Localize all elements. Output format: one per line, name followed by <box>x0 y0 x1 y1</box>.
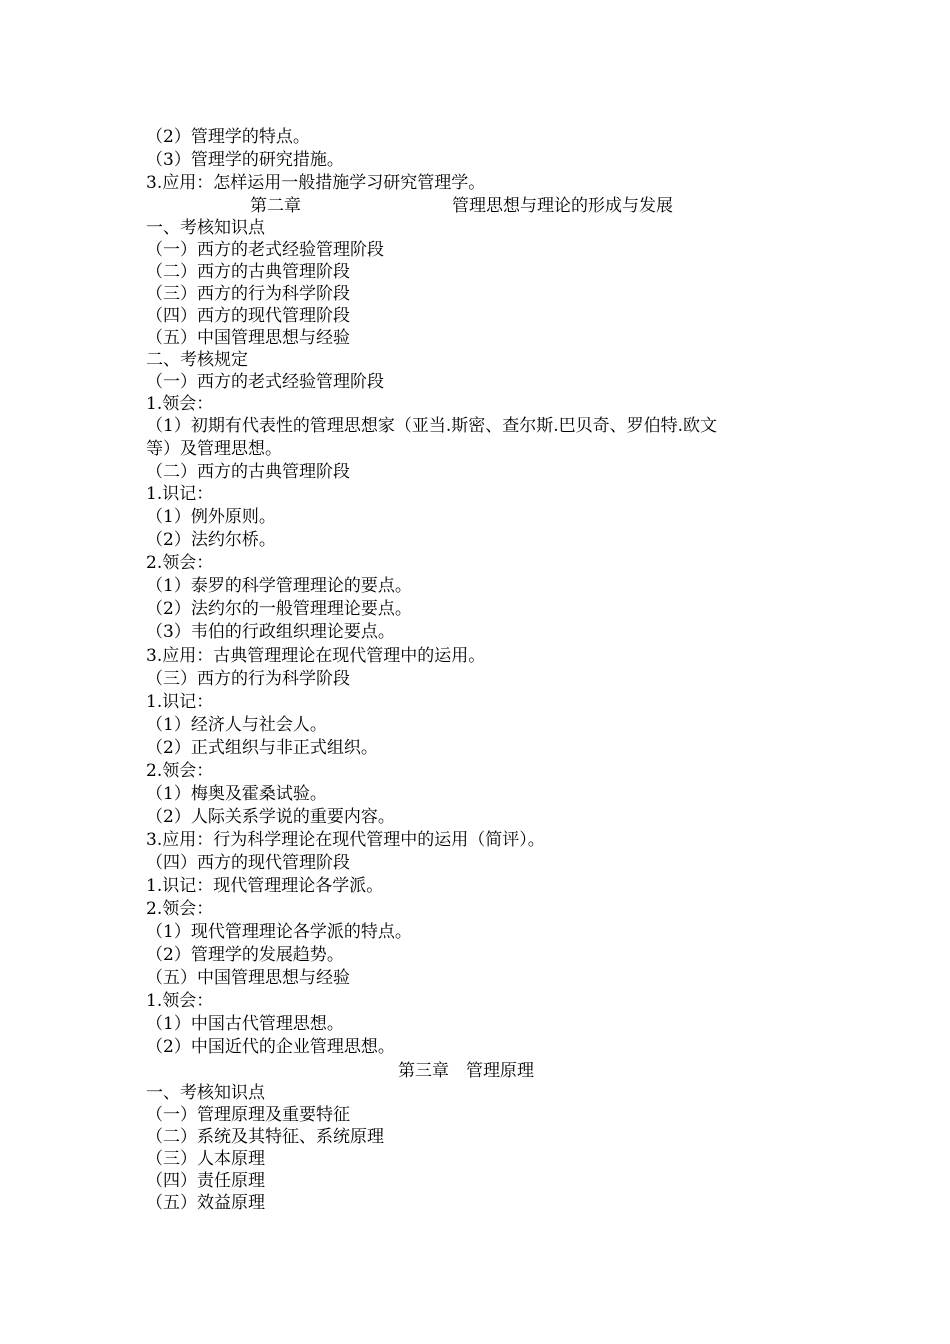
text-line: （3）管理学的研究措施。 <box>146 150 344 170</box>
text-line: （1）中国古代管理思想。 <box>146 1014 344 1034</box>
text-line: （五）效益原理 <box>146 1193 265 1213</box>
text-line: 2.领会： <box>146 899 214 919</box>
text-line: （1）初期有代表性的管理思想家（亚当.斯密、查尔斯.巴贝奇、罗伯特.欧文 <box>146 416 718 436</box>
text-line: 3.应用：行为科学理论在现代管理中的运用（简评）。 <box>146 830 545 850</box>
section-heading: 一、考核知识点 <box>146 218 265 238</box>
text-line: （2）正式组织与非正式组织。 <box>146 738 378 758</box>
text-line: （1）经济人与社会人。 <box>146 715 327 735</box>
text-line: 1.识记：现代管理理论各学派。 <box>146 876 384 896</box>
text-line: （1）泰罗的科学管理理论的要点。 <box>146 576 412 596</box>
text-line: （2）法约尔的一般管理理论要点。 <box>146 599 412 619</box>
text-line: 3.应用：古典管理理论在现代管理中的运用。 <box>146 646 486 666</box>
text-line: 2.领会： <box>146 553 214 573</box>
text-line: （2）管理学的发展趋势。 <box>146 945 344 965</box>
text-line: （四）西方的现代管理阶段 <box>146 306 350 326</box>
text-line: 1.领会： <box>146 991 214 1011</box>
text-line: （3）韦伯的行政组织理论要点。 <box>146 622 395 642</box>
text-line: （2）管理学的特点。 <box>146 127 310 147</box>
text-line: 等）及管理思想。 <box>146 439 282 459</box>
text-line: （2）人际关系学说的重要内容。 <box>146 807 395 827</box>
text-line: 3.应用：怎样运用一般措施学习研究管理学。 <box>146 173 486 193</box>
text-line: （一）管理原理及重要特征 <box>146 1105 350 1125</box>
chapter-2-number: 第二章 <box>250 196 301 216</box>
text-line: （二）系统及其特征、系统原理 <box>146 1127 384 1147</box>
text-line: （一）西方的老式经验管理阶段 <box>146 372 384 392</box>
text-line: （2）法约尔桥。 <box>146 530 276 550</box>
text-line: （三）人本原理 <box>146 1149 265 1169</box>
text-line: （2）中国近代的企业管理思想。 <box>146 1037 395 1057</box>
chapter-3-heading: 第三章 管理原理 <box>398 1061 534 1081</box>
text-line: （三）西方的行为科学阶段 <box>146 284 350 304</box>
text-line: （1）梅奥及霍桑试验。 <box>146 784 327 804</box>
text-line: 1.识记： <box>146 692 214 712</box>
text-line: （五）中国管理思想与经验 <box>146 328 350 348</box>
text-line: （1）例外原则。 <box>146 507 276 527</box>
section-heading: 一、考核知识点 <box>146 1083 265 1103</box>
text-line: （四）责任原理 <box>146 1171 265 1191</box>
text-line: （1）现代管理理论各学派的特点。 <box>146 922 412 942</box>
text-line: （一）西方的老式经验管理阶段 <box>146 240 384 260</box>
text-line: （五）中国管理思想与经验 <box>146 968 350 988</box>
text-line: （三）西方的行为科学阶段 <box>146 669 350 689</box>
text-line: （二）西方的古典管理阶段 <box>146 262 350 282</box>
text-line: 2.领会： <box>146 761 214 781</box>
text-line: （二）西方的古典管理阶段 <box>146 462 350 482</box>
chapter-2-title: 管理思想与理论的形成与发展 <box>452 196 673 216</box>
text-line: 1.领会： <box>146 394 214 414</box>
section-heading: 二、考核规定 <box>146 350 248 370</box>
text-line: 1.识记： <box>146 484 214 504</box>
text-line: （四）西方的现代管理阶段 <box>146 853 350 873</box>
